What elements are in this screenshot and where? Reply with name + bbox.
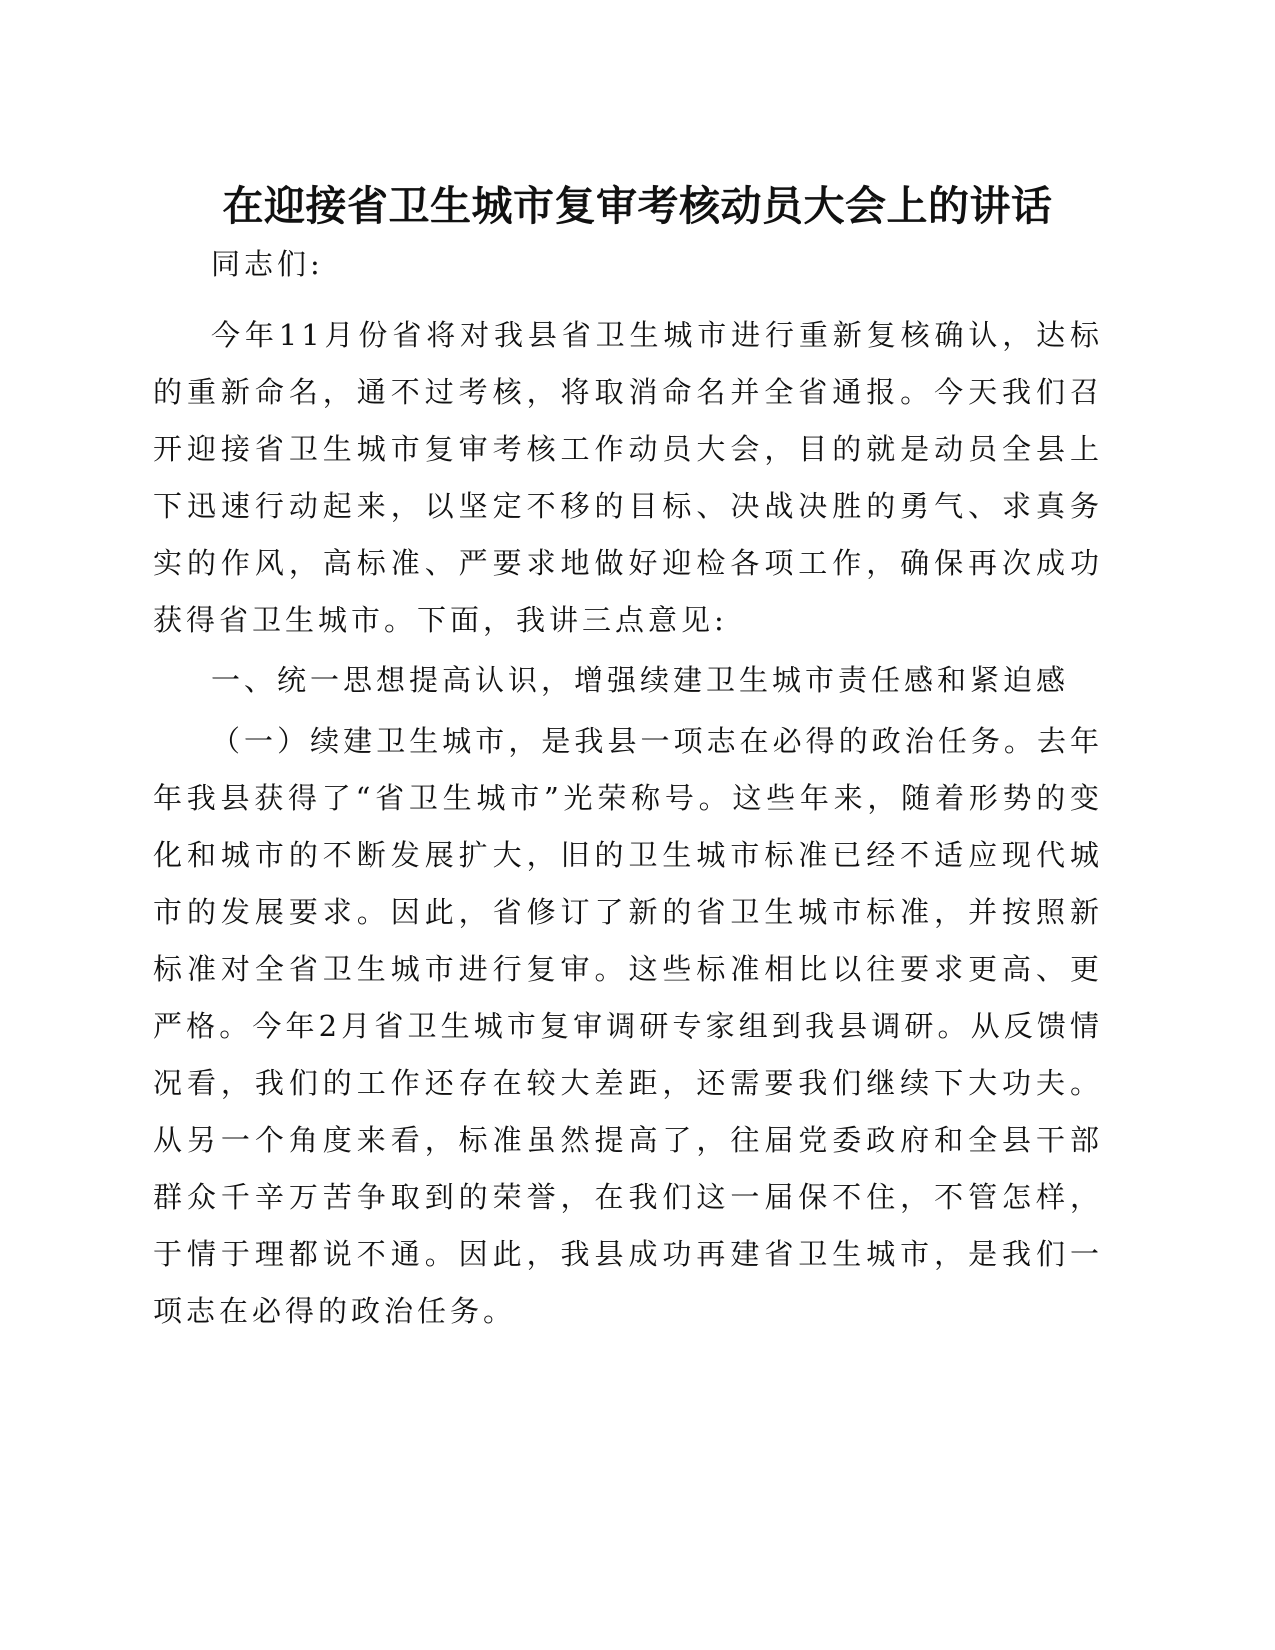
document-title: 在迎接省卫生城市复审考核动员大会上的讲话 xyxy=(222,182,1053,230)
section-heading-1: 一、统一思想提高认识，增强续建卫生城市责任感和紧迫感 xyxy=(211,663,1070,697)
paragraph-intro: 今年11月份省将对我县省卫生城市进行重新复核确认，达标的重新命名，通不过考核，将取消命名并全省通报。今天我们召开迎接省卫生城市复审考核工作动员大会，目的就是动员全县上下迅速行动起来，以坚定不移的目标、决战决胜的勇气、求真务实的作风，高标准、严要求地做好迎检各项工作，确保再次成功获得省卫生城市。下面，我讲三点意见: xyxy=(153,318,1103,637)
paragraph-subsection-1: （一）续建卫生城市，是我县一项志在必得的政治任务。去年年我县获得了“省卫生城市”光荣称号。这些年来，随着形势的变化和城市的不断发展扩大，旧的卫生城市标准已经不适应现代城市的发展要求。因此，省修订了新的省卫生城市标准，并按照新标准对全省卫生城市进行复审。这些标准相比以往要求更高、更严格。今年2月省卫生城市复审调研专家组到我县调研。从反馈情况看，我们的工作还存在较大差距，还需要我们继续下大功夫。从另一个角度来看，标准虽然提高了，往届党委政府和全县干部群众千辛万苦争取到的荣誉，在我们这一届保不住，不管怎样，于情于理都说不通。因此，我县成功再建省卫生城市，是我们一项志在必得的政治任务。 xyxy=(153,724,1103,1328)
salutation: 同志们: xyxy=(211,247,324,281)
document-body xyxy=(153,236,1103,1343)
